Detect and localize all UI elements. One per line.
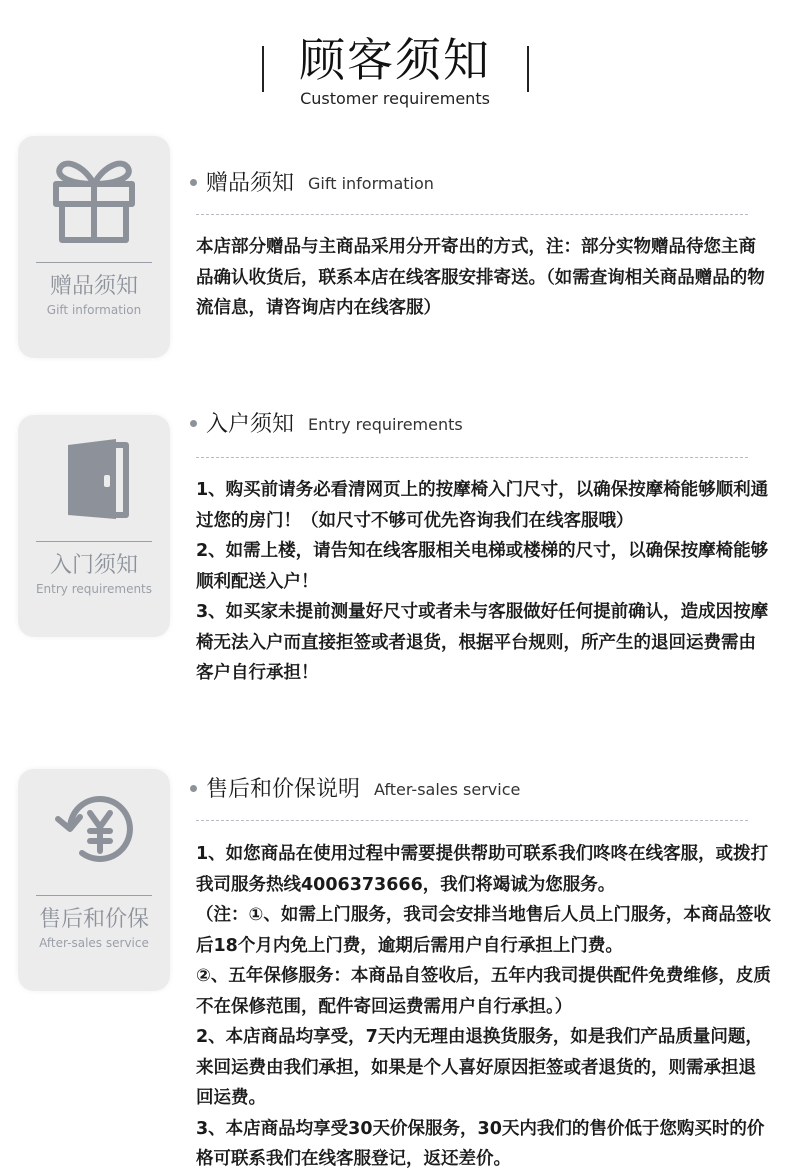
card-subtitle: After-sales service (39, 936, 149, 950)
section-title-en: Gift information (308, 174, 434, 193)
dashed-divider (196, 820, 748, 821)
section-body (196, 839, 771, 1175)
section-title-en: Entry requirements (308, 415, 463, 434)
paragraph: 3、如买家未提前测量好尺寸或者未与客服做好任何提前确认，造成因按摩椅无法入户而直接拒签或者退货，根据平台规则，所产生的退回运费需由客户自行承担！ (196, 602, 769, 683)
gift-icon (18, 136, 170, 256)
card-divider (36, 262, 152, 263)
paragraph: 2、本店商品均享受，7天内无理由退换货服务，如是我们产品质量问题，来回运费由我们承担，如果是个人喜好原因拒签或者退货的，则需承担退回运费。 (196, 1027, 763, 1108)
bullet-icon (190, 179, 197, 186)
section-title: 赠品须知 (206, 171, 295, 196)
card-title: 售后和价保 (38, 907, 149, 932)
entry-card (18, 415, 170, 637)
section-title-en: After-sales service (374, 780, 521, 799)
section-body (196, 232, 771, 324)
paragraph: 2、如需上楼，请告知在线客服相关电梯或楼梯的尺寸，以确保按摩椅能够顺利配送入户！ (196, 541, 769, 592)
card-title: 赠品须知 (49, 274, 138, 299)
card-divider (36, 541, 152, 542)
paragraph: 1、如您商品在使用过程中需要提供帮助可联系我们咚咚在线客服，或拨打我司服务热线4006373666，我们将竭诚为您服务。 (196, 844, 769, 895)
card-divider (36, 895, 152, 896)
bullet-icon (190, 785, 197, 792)
section-title: 入户须知 (206, 412, 295, 437)
page-title: 顾客须知 (299, 33, 491, 87)
page-header (0, 0, 790, 120)
paragraph: 3、本店商品均享受30天价保服务，30天内我们的售价低于您购买时的价格可联系我们在线客服登记，返还差价。 (196, 1118, 765, 1169)
door-icon (18, 415, 170, 535)
dashed-divider (196, 457, 748, 458)
card-subtitle: Entry requirements (35, 582, 153, 596)
section-body (196, 475, 771, 689)
page-subtitle: Customer requirements (300, 89, 490, 108)
gift-card (18, 136, 170, 358)
after-sales-card (18, 769, 170, 991)
section-title: 售后和价保说明 (206, 777, 361, 802)
section-heading (190, 409, 463, 441)
paragraph: ②、五年保修服务：本商品自签收后，五年内我司提供配件免费维修，皮质不在保修范围，配件寄回运费需用户自行承担。） (196, 966, 771, 1017)
section-heading (190, 168, 434, 200)
yuan-refund-icon (18, 769, 170, 889)
paragraph: （注：①、如需上门服务，我司会安排当地售后人员上门服务，本商品签收后18个月内免上门费，逾期后需用户自行承担上门费。 (196, 905, 771, 956)
bullet-icon (190, 420, 197, 427)
card-subtitle: Gift information (46, 303, 142, 317)
paragraph: 1、购买前请务必看清网页上的按摩椅入门尺寸，以确保按摩椅能够顺利通过您的房门！（如尺寸不够可优先咨询我们在线客服哦） (196, 480, 769, 531)
card-title: 入门须知 (49, 553, 138, 578)
paragraph: 本店部分赠品与主商品采用分开寄出的方式，注：部分实物赠品待您主商品确认收货后，联系本店在线客服安排寄送。（如需查询相关商品赠品的物流信息，请咨询店内在线客服） (196, 237, 765, 318)
dashed-divider (196, 214, 748, 215)
section-heading (190, 774, 520, 806)
